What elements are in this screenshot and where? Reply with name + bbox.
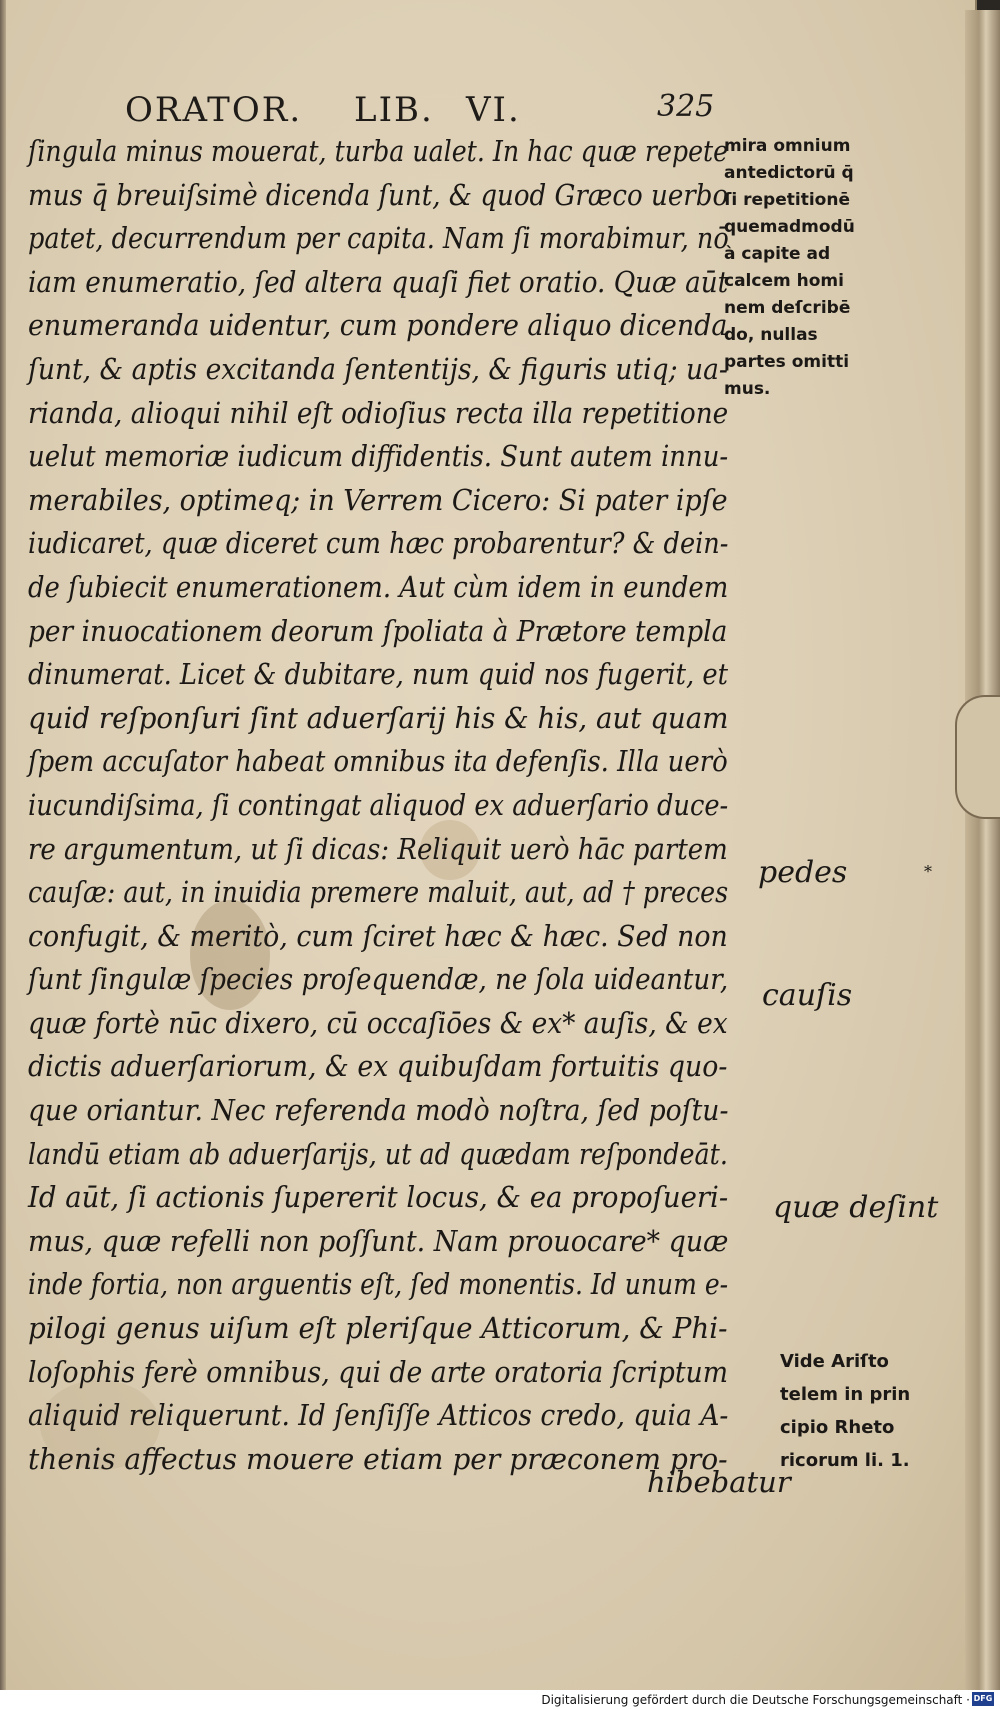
running-head-orator: ORATOR.	[125, 90, 303, 130]
margin-correction-pedes: pedes	[758, 855, 848, 890]
text-line: dictis aduerſariorum, & ex quibuſdam fortuitis quo-	[28, 1049, 728, 1084]
text-line: ſpem accuſator habeat omnibus ita defenſis. Illa uerò	[28, 744, 728, 779]
text-line: aliquid reliquerunt. Id ſenſiſſe Atticos credo, quia A-	[28, 1398, 729, 1433]
margin-note-line: antedictorū q̄	[724, 163, 854, 183]
text-line: mus q̄ breuiſsimè dicenda ſunt, & quod Græco uerbo	[28, 177, 729, 212]
text-line: Id aūt, ſi actionis ſupererit locus, & ea propoſueri-	[28, 1180, 729, 1215]
margin-note-line: ſi repetitionē	[724, 190, 850, 210]
text-line: rianda, alioqui nihil eſt odioſius recta illa repetitione	[28, 395, 729, 430]
margin-note-line: à capite ad	[724, 244, 831, 264]
page-tab	[955, 695, 1000, 819]
dfg-logo: DFG	[972, 1692, 994, 1706]
text-line: de ſubiecit enumerationem. Aut cùm idem in eundem	[28, 569, 729, 604]
margin-note-line: mira omnium	[724, 136, 851, 156]
running-head-lib: LIB.	[354, 90, 434, 130]
text-line: iudicaret, quæ diceret cum hæc probarentur? & dein-	[28, 526, 729, 561]
text-line: quæ fortè nūc dixero, cū occaſiōes & ex* auſis, & ex	[28, 1005, 728, 1040]
text-line: enumeranda uidentur, cum pondere aliquo dicenda	[28, 308, 728, 343]
text-line: loſophis ferè omnibus, qui de arte oratoria ſcriptum	[28, 1354, 729, 1389]
margin-note-line: cipio Rheto	[780, 1417, 895, 1438]
margin-note-line: quemadmodū	[724, 217, 855, 237]
text-line: iucundiſsima, ſi contingat aliquod ex aduerſario duce-	[28, 787, 729, 822]
page-number: 325	[657, 89, 715, 124]
text-line: ſunt, & aptis excitanda ſententijs, & figuris utiq; ua-	[28, 351, 728, 386]
text-line: ſunt ſingulæ ſpecies proſequendæ, ne ſola uideantur,	[28, 962, 729, 997]
body-text	[28, 130, 728, 1481]
text-line: iam enumeratio, ſed altera quaſi fiet oratio. Quæ aūt	[28, 264, 729, 299]
margin-note-line: calcem homi	[724, 271, 844, 291]
margin-note-top	[724, 133, 855, 403]
text-line: cauſæ: aut, in inuidia premere maluit, aut, ad † preces	[28, 875, 729, 910]
footer-credit: Digitalisierung gefördert durch die Deutsche Forschungsgemeinschaft ·	[541, 1693, 970, 1707]
margin-note-bottom	[780, 1345, 910, 1477]
text-line: pilogi genus uiſum eſt pleriſque Atticorum, & Phi-	[28, 1311, 728, 1346]
margin-correction-desint: quæ deſint	[773, 1190, 939, 1225]
margin-note-line: Vide Ariſto	[780, 1351, 889, 1372]
text-line: mus, quæ refelli non poſſunt. Nam prouocare* quæ	[28, 1223, 729, 1258]
text-line: uelut memoriæ iudicum diffidentis. Sunt autem innu-	[28, 439, 729, 474]
text-line: re argumentum, ut ſi dicas: Reliquit uerò hāc partem	[28, 831, 728, 866]
margin-note-line: telem in prin	[780, 1384, 911, 1405]
text-line: quid reſponſuri ſint aduerſarij his & his, aut quam	[28, 700, 729, 735]
catchword: hibebatur	[647, 1465, 791, 1499]
text-line: per inuocationem deorum ſpoliata à Prætore templa	[28, 613, 728, 648]
text-line: que oriantur. Nec referenda modò noſtra, ſed poſtu-	[28, 1093, 729, 1128]
book-fore-edge	[965, 10, 1000, 1690]
text-line: thenis affectus mouere etiam per præconem pro-	[28, 1441, 728, 1476]
text-line: landū etiam ab aduerſarijs, ut ad quædam reſpondeāt.	[28, 1136, 728, 1171]
text-line: confugit, & meritò, cum ſciret hæc & hæc. Sed non	[28, 918, 728, 953]
margin-note-line: mus.	[724, 379, 771, 399]
text-line: inde fortia, non arguentis eſt, ſed monentis. Id unum e-	[28, 1267, 729, 1302]
margin-note-line: do, nullas	[724, 325, 818, 345]
margin-note-line: partes omitti	[724, 352, 850, 372]
margin-note-line: nem deſcribē	[724, 298, 851, 318]
text-line: patet, decurrendum per capita. Nam ſi morabimur, nō	[28, 221, 729, 256]
text-line: dinumerat. Licet & dubitare, num quid nos fugerit, et	[28, 657, 728, 692]
margin-note-line: ricorum li. 1.	[780, 1450, 910, 1471]
text-line: merabiles, optimeq; in Verrem Cicero: Si pater ipſe	[28, 482, 728, 517]
margin-correction-causis: cauſis	[762, 978, 853, 1013]
running-head-book-number: VI.	[466, 90, 521, 130]
text-line: ſingula minus mouerat, turba ualet. In hac quæ repete	[28, 134, 729, 168]
page-left-edge	[0, 0, 6, 1690]
margin-asterisk: *	[924, 862, 932, 881]
